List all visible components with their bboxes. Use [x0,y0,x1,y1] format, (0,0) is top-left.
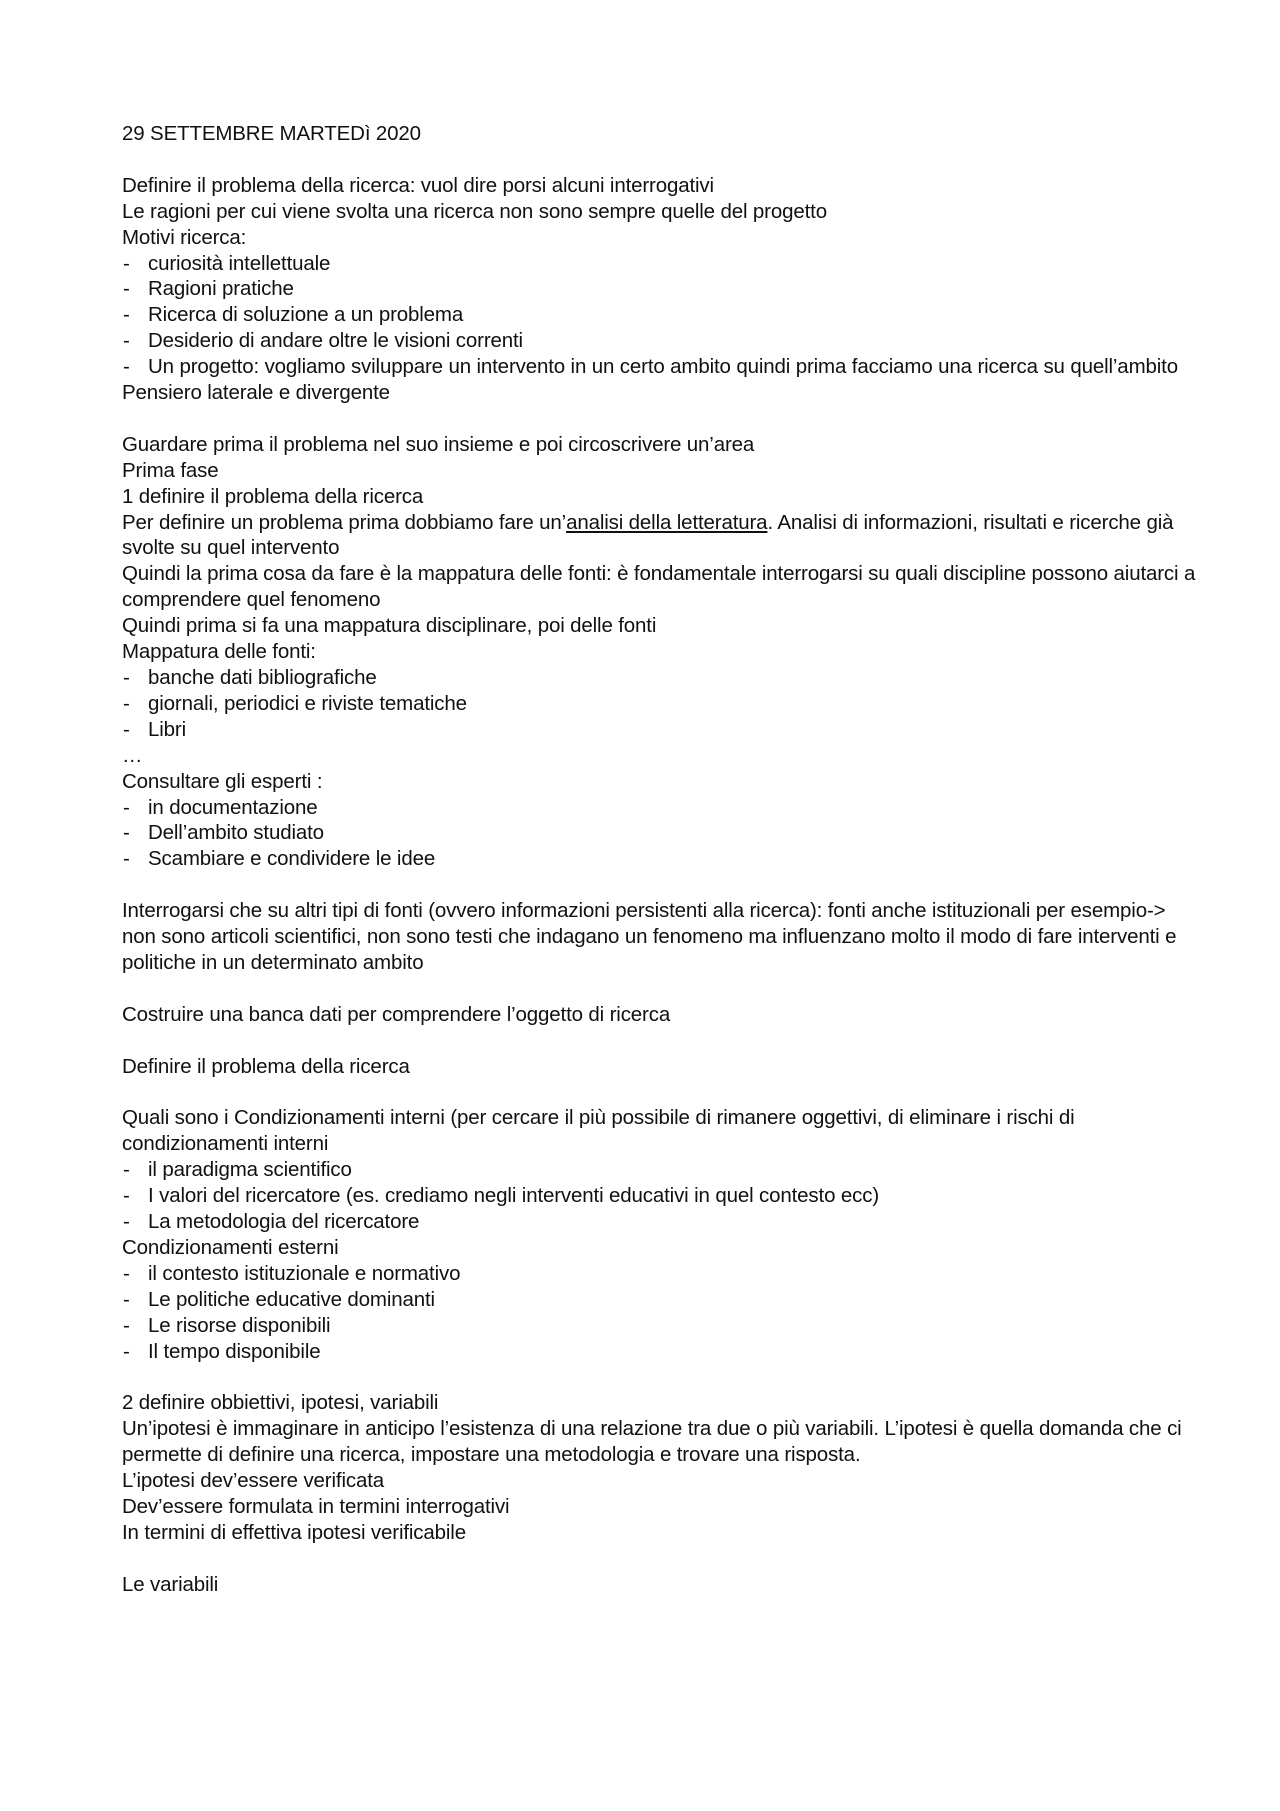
list-item: - banche dati bibliografiche [122,665,1202,691]
step-2-heading: 2 definire obbiettivi, ipotesi, variabili [122,1391,439,1415]
motivi-list [122,251,1202,381]
ipotesi-termini: In termini di effettiva ipotesi verificabile [122,1520,466,1544]
list-item: - Un progetto: vogliamo sviluppare un intervento in un certo ambito quindi prima facciamo una ricerca su quell’ambito [122,354,1202,380]
list-item: - curiosità intellettuale [122,251,1202,277]
list-item: - Ragioni pratiche [122,276,1202,302]
list-item: - giornali, periodici e riviste tematiche [122,691,1202,717]
list-item: - in documentazione [122,795,1202,821]
interrogarsi-paragraph: Interrogarsi che su altri tipi di fonti (ovvero informazioni persistenti alla ricerca): fonti anche istituzionali per esempio-> non sono articoli scientifici, non sono testi che indagano un fenomeno ma influenzano molto il modo di fare interventi e politiche in un determinato ambito [122,899,1177,974]
esperti-label: Consultare gli esperti : [122,769,323,793]
list-item: - il contesto istituzionale e normativo [122,1261,1202,1287]
list-item: - Le politiche educative dominanti [122,1287,1202,1313]
spacer [122,1546,1202,1572]
guardare-line: Guardare prima il problema nel suo insieme e poi circoscrivere un’area [122,432,755,456]
esperti-list [122,795,1202,873]
list-item: - Libri [122,717,1202,743]
quindi-paragraph-2: Quindi prima si fa una mappatura disciplinare, poi delle fonti [122,614,657,638]
list-item: - il paradigma scientifico [122,1157,1202,1183]
list-item: - La metodologia del ricercatore [122,1209,1202,1235]
spacer [122,1079,1202,1105]
costruire-line: Costruire una banca dati per comprendere l’oggetto di ricerca [122,1002,671,1026]
variabili-heading: Le variabili [122,1572,219,1596]
ellipsis: … [122,743,143,767]
spacer [122,1364,1202,1390]
per-definire-text-a: Per definire un problema prima dobbiamo fare un’ [122,510,567,534]
prima-fase-label: Prima fase [122,458,219,482]
per-definire-paragraph [122,510,1202,562]
condizionamenti-interni-intro: Quali sono i Condizionamenti interni (per cercare il più possibile di rimanere oggettivi, di eliminare i rischi di condizionamenti interni [122,1106,1075,1156]
list-item: - Dell’ambito studiato [122,820,1202,846]
condizionamenti-esterni-label: Condizionamenti esterni [122,1235,339,1259]
ipotesi-formulata: Dev’essere formulata in termini interrogativi [122,1494,510,1518]
quindi-paragraph-1: Quindi la prima cosa da fare è la mappatura delle fonti: è fondamentale interrogarsi su quali discipline possono aiutarci a comprendere quel fenomeno [122,562,1196,612]
pensiero-line: Pensiero laterale e divergente [122,381,390,405]
date-heading: 29 SETTEMBRE MARTEDì 2020 [122,122,421,145]
motivi-label: Motivi ricerca: [122,225,247,249]
spacer [122,872,1202,898]
spacer [122,1028,1202,1054]
definire-problema-line: Definire il problema della ricerca [122,1054,410,1078]
list-item: - Desiderio di andare oltre le visioni correnti [122,328,1202,354]
mappatura-label: Mappatura delle fonti: [122,640,316,664]
list-item: - Ricerca di soluzione a un problema [122,302,1202,328]
spacer [122,406,1202,432]
spacer [122,147,1202,173]
step-1-heading: 1 definire il problema della ricerca [122,484,424,508]
condizionamenti-interni-list [122,1157,1202,1235]
ipotesi-verificata: L’ipotesi dev’essere verificata [122,1469,384,1493]
list-item: - Le risorse disponibili [122,1313,1202,1339]
intro-line-2: Le ragioni per cui viene svolta una ricerca non sono sempre quelle del progetto [122,199,827,223]
list-item: - I valori del ricercatore (es. crediamo negli interventi educativi in quel contesto ecc) [122,1183,1202,1209]
intro-line-1: Definire il problema della ricerca: vuol dire porsi alcuni interrogativi [122,173,714,197]
list-item: - Scambiare e condividere le idee [122,846,1202,872]
condizionamenti-esterni-list [122,1261,1202,1365]
ipotesi-definition: Un’ipotesi è immaginare in anticipo l’esistenza di una relazione tra due o più variabili. L’ipotesi è quella domanda che ci permette di definire una ricerca, impostare una metodologia e trovare una risposta. [122,1417,1182,1467]
analisi-letteratura-underlined: analisi della letteratura [566,510,768,534]
list-item: - Il tempo disponibile [122,1339,1202,1365]
spacer [122,976,1202,1002]
document-page [122,121,1202,1598]
per-definire-text-b: . Analisi di informazioni, risultati e ricerche già svolte su quel intervento [122,510,1174,560]
mappatura-list [122,665,1202,743]
